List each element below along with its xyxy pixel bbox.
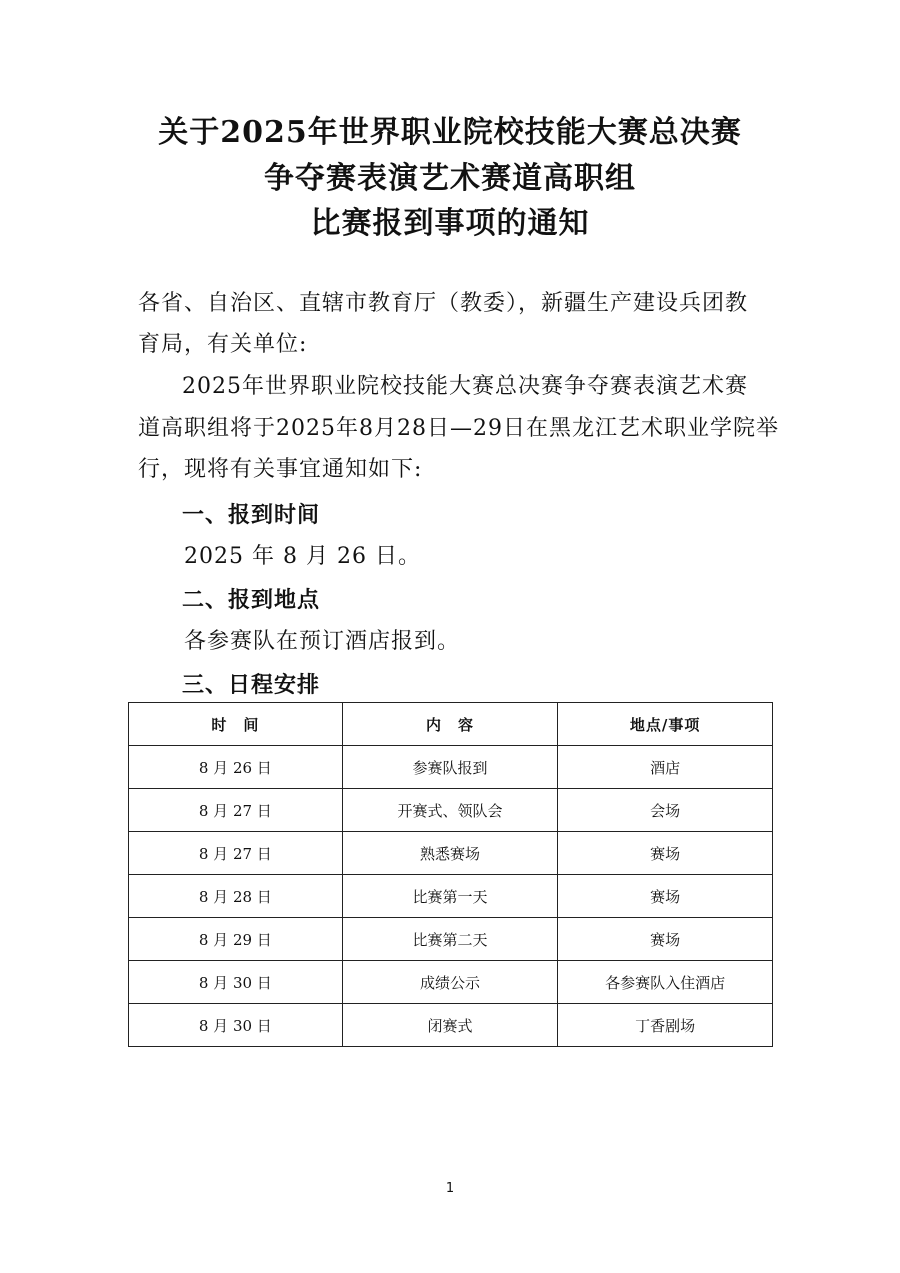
table-row xyxy=(129,1004,773,1047)
table-header-row xyxy=(129,703,773,746)
intro-line-3: 行，现将有关事宜通知如下: xyxy=(138,457,423,482)
cell-date: 8 月 26 日 xyxy=(129,746,343,789)
cell-content: 比赛第二天 xyxy=(342,918,558,961)
cell-location: 丁香剧场 xyxy=(558,1004,773,1047)
cell-date: 8 月 27 日 xyxy=(129,789,343,832)
title-line-3: 比赛报到事项的通知 xyxy=(310,206,590,241)
cell-location: 酒店 xyxy=(558,746,773,789)
cell-content: 参赛队报到 xyxy=(342,746,558,789)
cell-content: 开赛式、领队会 xyxy=(342,789,558,832)
table-row xyxy=(129,746,773,789)
cell-date: 8 月 28 日 xyxy=(129,875,343,918)
cell-location: 各参赛队入住酒店 xyxy=(558,961,773,1004)
table-row xyxy=(129,918,773,961)
title-line-2: 争夺赛表演艺术赛道高职组 xyxy=(264,161,636,196)
cell-location: 会场 xyxy=(558,789,773,832)
section-heading-schedule: 三、日程安排 xyxy=(182,673,321,698)
header-time: 时 间 xyxy=(129,703,343,746)
intro-line-2: 道高职组将于2025年8月28日—29日在黑龙江艺术职业学院举 xyxy=(138,416,779,441)
table-row xyxy=(129,789,773,832)
cell-content: 成绩公示 xyxy=(342,961,558,1004)
cell-date: 8 月 30 日 xyxy=(129,961,343,1004)
table-row xyxy=(129,961,773,1004)
cell-date: 8 月 30 日 xyxy=(129,1004,343,1047)
cell-content: 闭赛式 xyxy=(342,1004,558,1047)
registration-time-text: 2025 年 8 月 26 日。 xyxy=(184,544,421,569)
salutation-line-2: 育局，有关单位: xyxy=(138,332,308,357)
cell-location: 赛场 xyxy=(558,875,773,918)
cell-content: 比赛第一天 xyxy=(342,875,558,918)
section-heading-registration-location: 二、报到地点 xyxy=(182,588,321,613)
schedule-table xyxy=(128,702,773,1047)
table-row xyxy=(129,832,773,875)
header-location: 地点/事项 xyxy=(558,703,773,746)
salutation-line-1: 各省、自治区、直辖市教育厅（教委），新疆生产建设兵团教 xyxy=(138,291,749,316)
intro-line-1: 2025年世界职业院校技能大赛总决赛争夺赛表演艺术赛 xyxy=(182,374,748,399)
cell-date: 8 月 29 日 xyxy=(129,918,343,961)
table-row xyxy=(129,875,773,918)
cell-location: 赛场 xyxy=(558,832,773,875)
registration-location-text: 各参赛队在预订酒店报到。 xyxy=(184,629,461,654)
page-number: 1 xyxy=(445,1181,455,1196)
cell-location: 赛场 xyxy=(558,918,773,961)
cell-content: 熟悉赛场 xyxy=(342,832,558,875)
section-heading-registration-time: 一、报到时间 xyxy=(182,503,321,528)
header-content: 内 容 xyxy=(342,703,558,746)
title-line-1: 关于2025年世界职业院校技能大赛总决赛 xyxy=(158,115,742,150)
cell-date: 8 月 27 日 xyxy=(129,832,343,875)
